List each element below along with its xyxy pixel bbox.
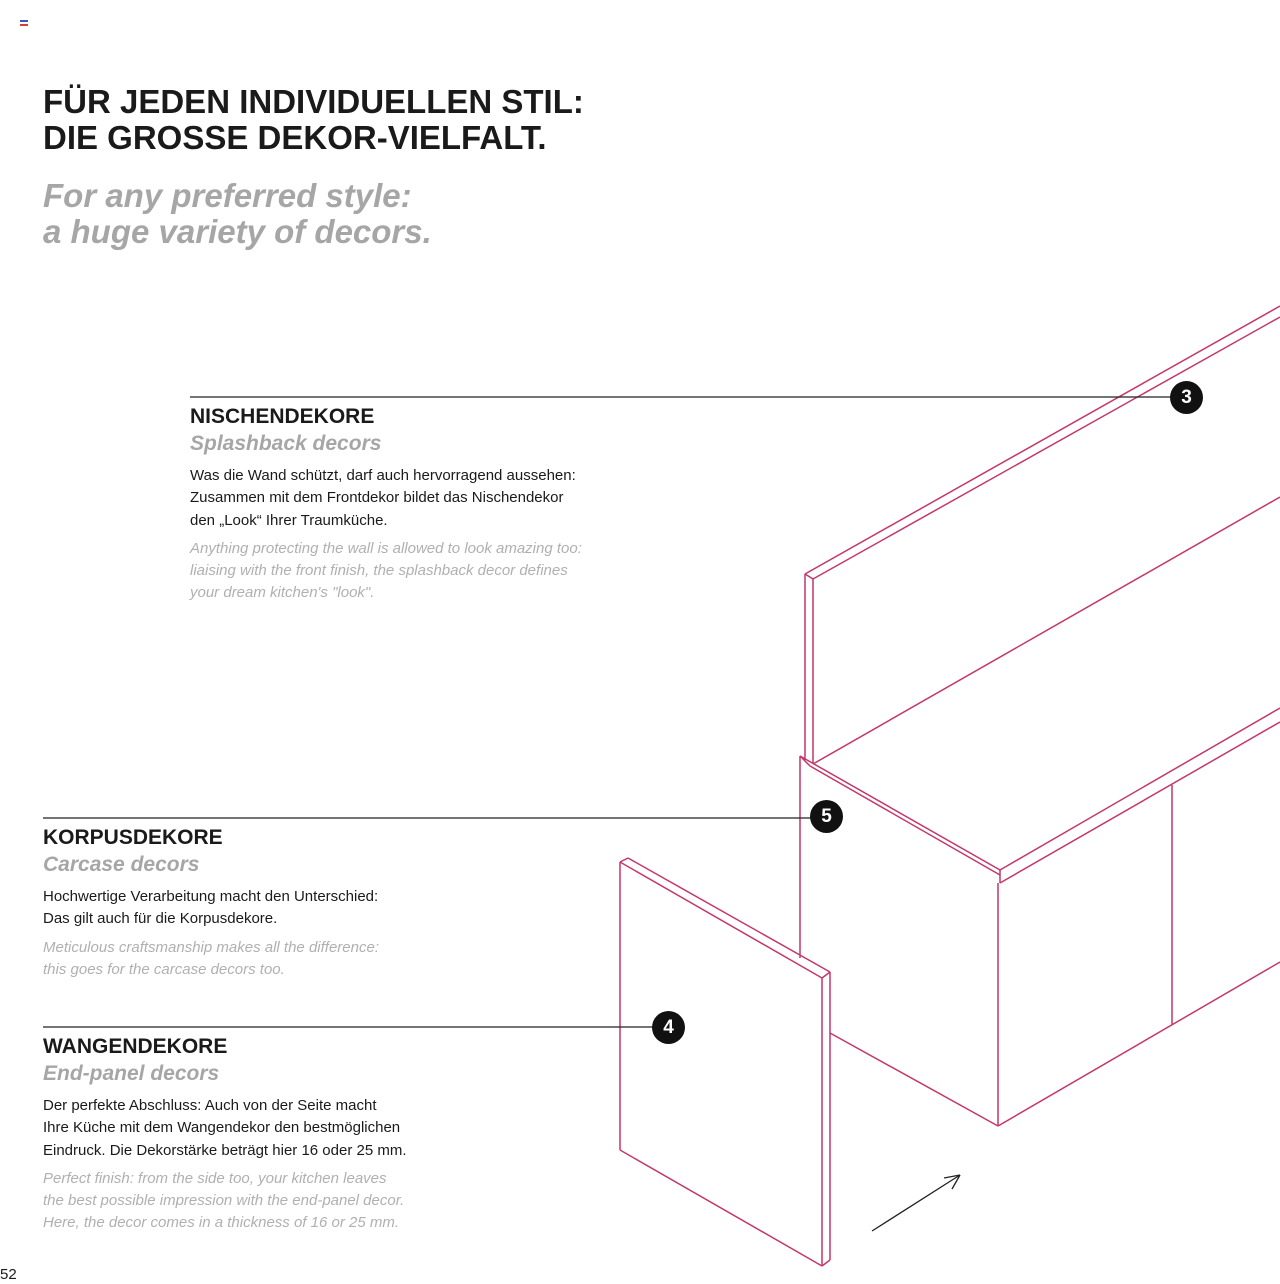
splashback-section — [190, 404, 630, 605]
arrow-icon — [872, 1175, 960, 1231]
section-text-de: Hochwertige Verarbeitung macht den Unterschied: Das gilt auch für die Korpusdekore. — [43, 888, 379, 928]
section-title: KORPUSDEKORE — [43, 826, 223, 849]
page-number: 52 — [0, 1266, 17, 1283]
section-subtitle: Splashback decors — [190, 432, 382, 455]
splashback-panel-outline — [805, 306, 1280, 764]
section-title: WANGENDEKORE — [43, 1035, 228, 1058]
section-text-en: Perfect finish: from the side too, your kitchen leaves the best possible impression with the end-panel decor. Here, the decor comes in a thickness of 16 or 25 mm. — [43, 1169, 405, 1232]
badge-4: 4 — [652, 1011, 685, 1044]
endpanel-section — [43, 1034, 463, 1235]
badge-5: 5 — [810, 800, 843, 833]
section-title: NISCHENDEKORE — [190, 405, 375, 428]
page-subtitle: For any preferred style: a huge variety of decors. — [43, 177, 432, 250]
section-text-de: Der perfekte Abschluss: Auch von der Seite macht Ihre Küche mit dem Wangendekor den bestmöglichen Eindruck. Die Dekorstärke beträgt hier 16 oder 25 mm. — [43, 1097, 407, 1159]
badge-3: 3 — [1170, 381, 1203, 414]
end-panel-outline — [620, 858, 830, 1266]
section-subtitle: Carcase decors — [43, 853, 200, 876]
page-title: FÜR JEDEN INDIVIDUELLEN STIL: DIE GROSSE DEKOR-VIELFALT. — [43, 83, 584, 156]
section-text-en: Anything protecting the wall is allowed to look amazing too: liaising with the front finish, the splashback decor defines your dream kitchen's "look". — [190, 539, 582, 602]
section-subtitle: End-panel decors — [43, 1062, 220, 1085]
section-text-de: Was die Wand schützt, darf auch hervorragend aussehen: Zusammen mit dem Frontdekor bildet das Nischendekor den „Look“ Ihrer Traumküche. — [190, 467, 576, 529]
carcase-outline — [800, 708, 1280, 1126]
carcase-section — [43, 825, 463, 981]
section-text-en: Meticulous craftsmanship makes all the difference: this goes for the carcase decors too. — [43, 938, 379, 978]
